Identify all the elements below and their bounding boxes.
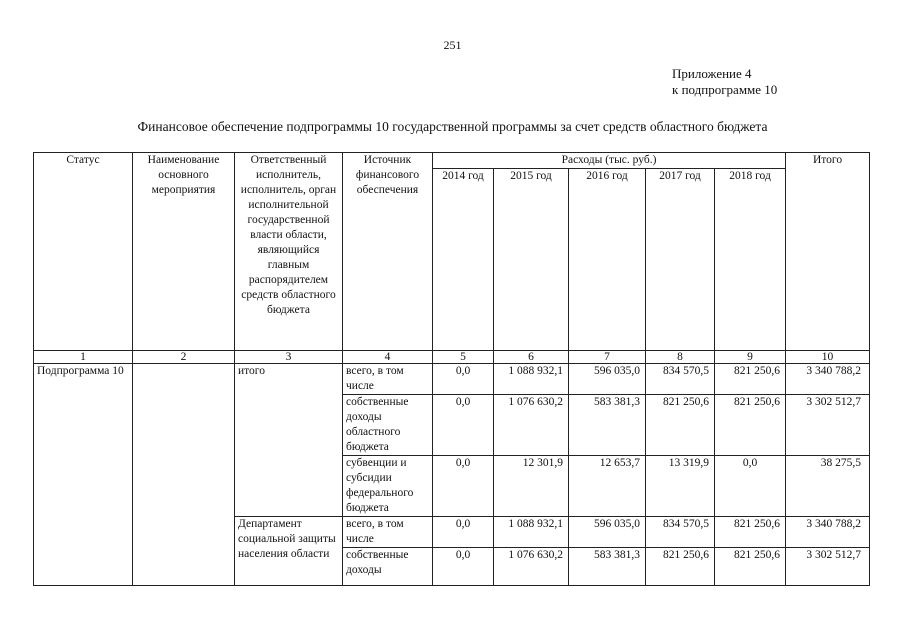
column-number: 2	[133, 351, 235, 364]
total-cell: 3 302 512,7	[786, 548, 870, 586]
appendix-line-2: к подпрограмме 10	[672, 82, 778, 97]
column-number: 8	[646, 351, 715, 364]
executor-cell: итого	[235, 364, 343, 517]
value-cell: 0,0	[715, 456, 786, 517]
appendix-line-1: Приложение 4	[672, 66, 752, 81]
total-cell: 3 340 788,2	[786, 517, 870, 548]
value-cell: 821 250,6	[715, 364, 786, 395]
column-number: 1	[34, 351, 133, 364]
value-cell: 583 381,3	[569, 395, 646, 456]
value-cell: 1 088 932,1	[494, 517, 569, 548]
value-cell: 596 035,0	[569, 517, 646, 548]
value-cell: 0,0	[433, 364, 494, 395]
value-cell: 821 250,6	[715, 395, 786, 456]
source-cell: всего, в том числе	[343, 517, 433, 548]
source-cell: собственные доходы	[343, 548, 433, 586]
status-cell: Подпрограмма 10	[34, 364, 133, 586]
column-number: 6	[494, 351, 569, 364]
header-executor: Ответственный исполнитель, исполнитель, орган исполнительной государственной власти области, являющийся главным распорядителем средств областного бюджета	[235, 153, 343, 351]
appendix-note	[672, 66, 777, 98]
value-cell: 12 653,7	[569, 456, 646, 517]
value-cell: 821 250,6	[715, 517, 786, 548]
measure-name-cell	[133, 364, 235, 586]
value-cell: 0,0	[433, 548, 494, 586]
header-name: Наименование основного мероприятия	[133, 153, 235, 351]
value-cell: 583 381,3	[569, 548, 646, 586]
header-total: Итого	[786, 153, 870, 351]
value-cell: 1 076 630,2	[494, 548, 569, 586]
value-cell: 0,0	[433, 395, 494, 456]
financing-table	[33, 152, 870, 586]
header-year: 2016 год	[569, 169, 646, 351]
executor-cell: Департамент социальной защиты населения области	[235, 517, 343, 586]
value-cell: 1 088 932,1	[494, 364, 569, 395]
value-cell: 0,0	[433, 456, 494, 517]
column-number-row	[34, 351, 870, 364]
column-number: 3	[235, 351, 343, 364]
value-cell: 596 035,0	[569, 364, 646, 395]
total-cell: 3 340 788,2	[786, 364, 870, 395]
value-cell: 834 570,5	[646, 517, 715, 548]
table-row	[34, 364, 870, 395]
source-cell: субвенции и субсидии федерального бюджета	[343, 456, 433, 517]
source-cell: всего, в том числе	[343, 364, 433, 395]
value-cell: 0,0	[433, 517, 494, 548]
header-status: Статус	[34, 153, 133, 351]
column-number: 7	[569, 351, 646, 364]
header-expenses: Расходы (тыс. руб.)	[433, 153, 786, 169]
column-number: 4	[343, 351, 433, 364]
page-number: 251	[443, 38, 462, 52]
header-year: 2014 год	[433, 169, 494, 351]
source-cell: собственные доходы областного бюджета	[343, 395, 433, 456]
total-cell: 3 302 512,7	[786, 395, 870, 456]
value-cell: 834 570,5	[646, 364, 715, 395]
document-title: Финансовое обеспечение подпрограммы 10 государственной программы за счет средств областного бюджета	[137, 119, 768, 134]
value-cell: 13 319,9	[646, 456, 715, 517]
value-cell: 12 301,9	[494, 456, 569, 517]
value-cell: 821 250,6	[646, 548, 715, 586]
total-cell: 38 275,5	[786, 456, 870, 517]
header-year: 2017 год	[646, 169, 715, 351]
header-year: 2018 год	[715, 169, 786, 351]
column-number: 5	[433, 351, 494, 364]
value-cell: 821 250,6	[715, 548, 786, 586]
header-source: Источник финансового обеспечения	[343, 153, 433, 351]
column-number: 9	[715, 351, 786, 364]
header-year: 2015 год	[494, 169, 569, 351]
column-number: 10	[786, 351, 870, 364]
value-cell: 1 076 630,2	[494, 395, 569, 456]
header-row-1	[34, 153, 870, 169]
value-cell: 821 250,6	[646, 395, 715, 456]
